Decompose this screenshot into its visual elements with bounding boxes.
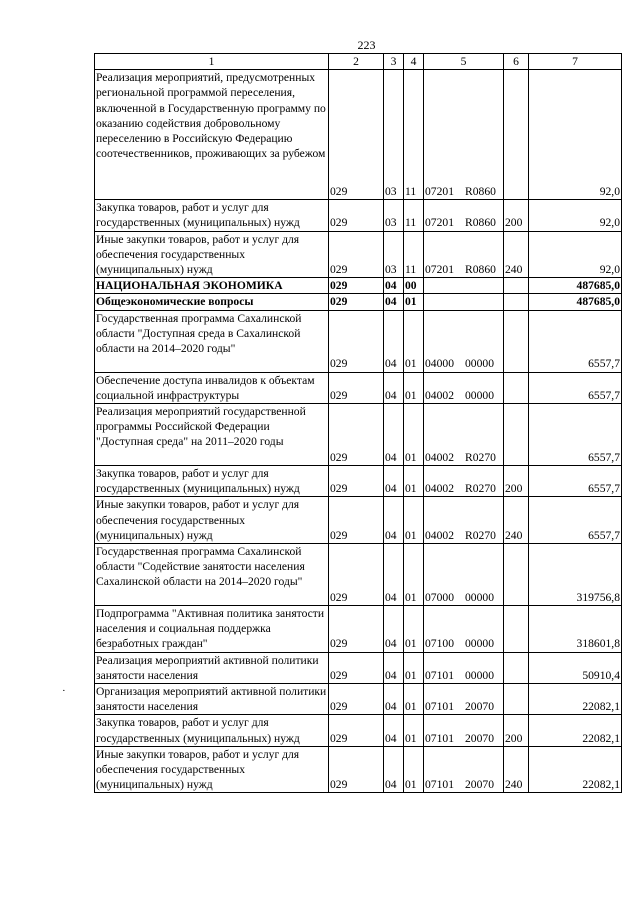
table-row — [95, 652, 622, 683]
amount: 22082,1 — [529, 684, 622, 715]
amount: 487685,0 — [529, 278, 622, 294]
code-admin: 029 — [329, 278, 384, 294]
code-subsection: 01 — [404, 746, 424, 793]
code-target-program: 04002 — [425, 528, 454, 542]
code-subsection: 01 — [404, 715, 424, 746]
code-expense-type — [504, 684, 529, 715]
row-name: Закупка товаров, работ и услуг для государственных (муниципальных) нужд — [95, 466, 329, 497]
row-name: Реализация мероприятий государственной программы Российской Федерации "Доступная среда" на 2011–2020 годы — [95, 404, 329, 466]
code-target — [424, 497, 504, 544]
code-admin: 029 — [329, 310, 384, 372]
row-name: Иные закупки товаров, работ и услуг для обеспечения государственных (муниципальных) нужд — [95, 497, 329, 544]
table-row — [95, 310, 622, 372]
code-section: 04 — [384, 294, 404, 310]
code-admin: 029 — [329, 231, 384, 278]
code-admin: 029 — [329, 70, 384, 200]
code-target-program: 07100 — [425, 637, 454, 651]
table-row — [95, 278, 622, 294]
code-target-program: 04000 — [425, 357, 454, 371]
code-subsection: 01 — [404, 684, 424, 715]
code-expense-type — [504, 544, 529, 606]
row-name: Иные закупки товаров, работ и услуг для обеспечения государственных (муниципальных) нужд — [95, 746, 329, 793]
code-subsection: 01 — [404, 606, 424, 653]
row-name: Общеэкономические вопросы — [95, 294, 329, 310]
code-admin: 029 — [329, 652, 384, 683]
code-section: 04 — [384, 544, 404, 606]
code-admin: 029 — [329, 200, 384, 231]
code-target — [424, 310, 504, 372]
row-name: Закупка товаров, работ и услуг для государственных (муниципальных) нужд — [95, 715, 329, 746]
code-target-program: 07201 — [425, 216, 454, 230]
code-section: 04 — [384, 746, 404, 793]
code-section: 03 — [384, 231, 404, 278]
code-expense-type: 240 — [504, 497, 529, 544]
code-subsection: 11 — [404, 70, 424, 200]
code-subsection: 01 — [404, 466, 424, 497]
code-admin: 029 — [329, 466, 384, 497]
code-target-direction: R0270 — [465, 450, 496, 464]
code-expense-type — [504, 652, 529, 683]
column-header: 2 — [329, 54, 384, 70]
code-admin: 029 — [329, 294, 384, 310]
table-row — [95, 231, 622, 278]
amount: 6557,7 — [529, 497, 622, 544]
code-target-direction: R0860 — [465, 185, 496, 198]
code-target-direction: 20070 — [465, 700, 494, 714]
code-expense-type — [504, 310, 529, 372]
row-name: Закупка товаров, работ и услуг для государственных (муниципальных) нужд — [95, 200, 329, 231]
page-number: 223 — [357, 38, 376, 52]
code-expense-type — [504, 606, 529, 653]
code-target — [424, 746, 504, 793]
column-header: 5 — [424, 54, 504, 70]
code-target-direction: 20070 — [465, 778, 494, 792]
code-target-direction: R0270 — [465, 482, 496, 496]
amount: 487685,0 — [529, 294, 622, 310]
budget-table — [94, 53, 622, 793]
code-section: 04 — [384, 715, 404, 746]
amount: 92,0 — [529, 231, 622, 278]
code-target-program: 07101 — [425, 668, 454, 682]
amount: 22082,1 — [529, 715, 622, 746]
code-target-program: 07201 — [425, 185, 454, 198]
code-target-program: 07101 — [425, 731, 454, 745]
code-target-program: 04002 — [425, 450, 454, 464]
table-row — [95, 606, 622, 653]
code-target — [424, 715, 504, 746]
code-target-direction: R0270 — [465, 528, 496, 542]
code-target-direction: 00000 — [465, 357, 494, 371]
code-section: 04 — [384, 404, 404, 466]
table-row — [95, 70, 622, 200]
row-name: НАЦИОНАЛЬНАЯ ЭКОНОМИКА — [95, 278, 329, 294]
code-admin: 029 — [329, 544, 384, 606]
amount: 22082,1 — [529, 746, 622, 793]
table-row — [95, 294, 622, 310]
code-target-program: 07101 — [425, 700, 454, 714]
code-expense-type — [504, 70, 529, 200]
code-admin: 029 — [329, 372, 384, 403]
code-target — [424, 404, 504, 466]
margin-mark: · — [62, 685, 66, 697]
code-section: 04 — [384, 606, 404, 653]
code-section: 04 — [384, 372, 404, 403]
code-target-direction: R0860 — [465, 216, 496, 230]
code-target — [424, 466, 504, 497]
code-expense-type — [504, 294, 529, 310]
code-subsection: 01 — [404, 294, 424, 310]
amount: 6557,7 — [529, 466, 622, 497]
amount: 318601,8 — [529, 606, 622, 653]
code-target — [424, 544, 504, 606]
code-target — [424, 372, 504, 403]
code-target — [424, 200, 504, 231]
amount: 50910,4 — [529, 652, 622, 683]
column-header: 3 — [384, 54, 404, 70]
amount: 319756,8 — [529, 544, 622, 606]
code-subsection: 01 — [404, 372, 424, 403]
code-admin: 029 — [329, 404, 384, 466]
column-header: 4 — [404, 54, 424, 70]
code-admin: 029 — [329, 715, 384, 746]
code-target-program: 04002 — [425, 388, 454, 402]
row-name: Подпрограмма "Активная политика занятости населения и социальная поддержка безработных граждан" — [95, 606, 329, 653]
code-section: 04 — [384, 684, 404, 715]
code-section: 04 — [384, 310, 404, 372]
amount: 92,0 — [529, 200, 622, 231]
code-target-program: 04002 — [425, 482, 454, 496]
code-subsection: 01 — [404, 544, 424, 606]
code-expense-type: 240 — [504, 231, 529, 278]
row-name: Организация мероприятий активной политики занятости населения — [95, 684, 329, 715]
table-row — [95, 372, 622, 403]
table-row — [95, 497, 622, 544]
row-name: Государственная программа Сахалинской области "Содействие занятости населения Сахалинской области на 2014–2020 годы" — [95, 544, 329, 606]
code-target-direction: 00000 — [465, 388, 494, 402]
code-target-direction: 00000 — [465, 668, 494, 682]
table-header-row — [95, 54, 622, 70]
table-row — [95, 404, 622, 466]
row-name: Обеспечение доступа инвалидов к объектам социальной инфраструктуры — [95, 372, 329, 403]
code-admin: 029 — [329, 606, 384, 653]
code-expense-type: 200 — [504, 466, 529, 497]
code-target-program: 07101 — [425, 778, 454, 792]
code-subsection: 01 — [404, 652, 424, 683]
code-target-direction: 00000 — [465, 637, 494, 651]
code-subsection: 01 — [404, 497, 424, 544]
code-admin: 029 — [329, 497, 384, 544]
column-header: 7 — [529, 54, 622, 70]
table-row — [95, 200, 622, 231]
code-target-program: 07000 — [425, 590, 454, 604]
code-subsection: 01 — [404, 310, 424, 372]
code-admin: 029 — [329, 746, 384, 793]
code-subsection: 11 — [404, 200, 424, 231]
amount: 6557,7 — [529, 372, 622, 403]
row-name: Реализация мероприятий, предусмотренных региональной программой переселения, включенной в Государственную программу по оказанию содействия добровольному переселению в Российскую Федерацию соотечественников, проживающих за рубежом — [95, 70, 329, 200]
code-section: 04 — [384, 497, 404, 544]
row-name: Реализация мероприятий активной политики занятости населения — [95, 652, 329, 683]
code-target — [424, 294, 504, 310]
code-target — [424, 652, 504, 683]
table-row — [95, 746, 622, 793]
code-target — [424, 278, 504, 294]
code-expense-type: 200 — [504, 200, 529, 231]
code-expense-type: 240 — [504, 746, 529, 793]
code-expense-type: 200 — [504, 715, 529, 746]
code-target-direction: R0860 — [465, 263, 496, 277]
row-name: Иные закупки товаров, работ и услуг для обеспечения государственных (муниципальных) нужд — [95, 231, 329, 278]
column-header: 1 — [95, 54, 329, 70]
code-section: 04 — [384, 278, 404, 294]
code-section: 03 — [384, 200, 404, 231]
table-row — [95, 684, 622, 715]
code-section: 03 — [384, 70, 404, 200]
code-target — [424, 684, 504, 715]
amount: 6557,7 — [529, 404, 622, 466]
code-section: 04 — [384, 466, 404, 497]
code-expense-type — [504, 278, 529, 294]
code-expense-type — [504, 404, 529, 466]
code-target — [424, 606, 504, 653]
row-name: Государственная программа Сахалинской области "Доступная среда в Сахалинской области на 2014–2020 годы" — [95, 310, 329, 372]
code-expense-type — [504, 372, 529, 403]
table-row — [95, 544, 622, 606]
code-subsection: 00 — [404, 278, 424, 294]
code-target — [424, 70, 504, 200]
code-admin: 029 — [329, 684, 384, 715]
code-subsection: 11 — [404, 231, 424, 278]
amount: 6557,7 — [529, 310, 622, 372]
table-row — [95, 466, 622, 497]
column-header: 6 — [504, 54, 529, 70]
table-row — [95, 715, 622, 746]
amount: 92,0 — [529, 70, 622, 200]
code-section: 04 — [384, 652, 404, 683]
code-target-program: 07201 — [425, 263, 454, 277]
code-target-direction: 20070 — [465, 731, 494, 745]
code-subsection: 01 — [404, 404, 424, 466]
code-target — [424, 231, 504, 278]
code-target-direction: 00000 — [465, 590, 494, 604]
